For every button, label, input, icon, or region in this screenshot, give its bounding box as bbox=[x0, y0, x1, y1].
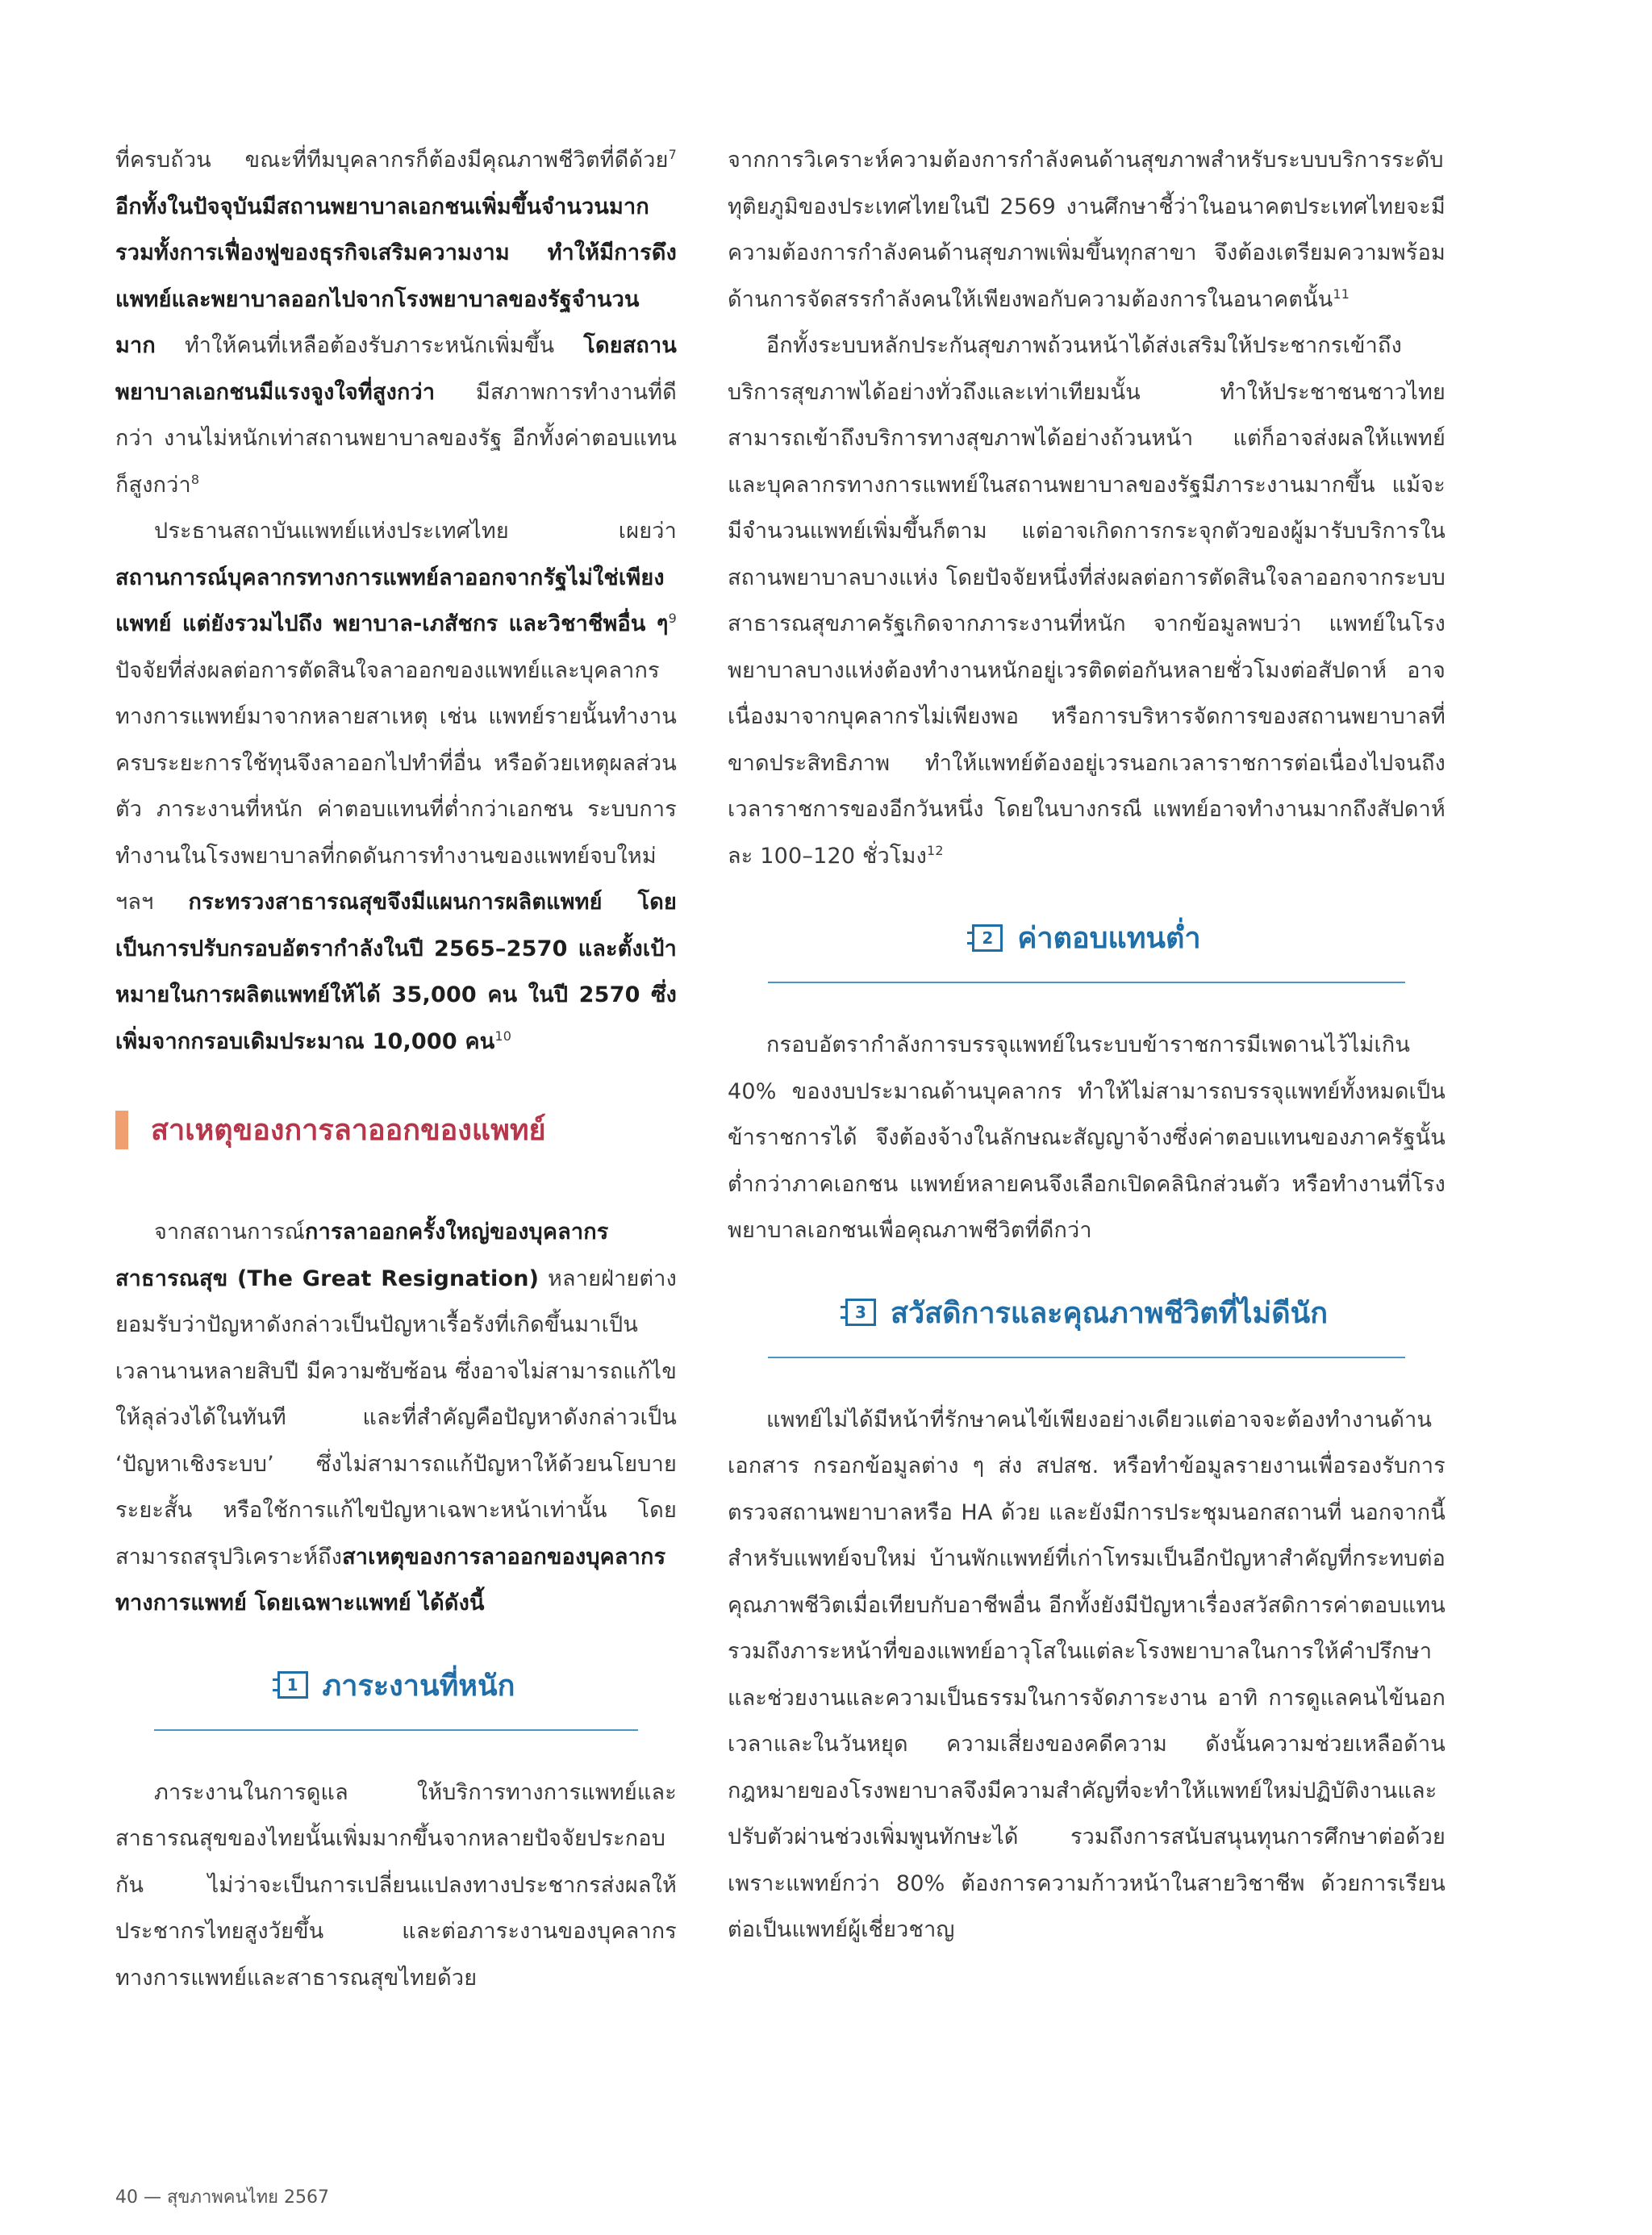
text: จากการวิเคราะห์ความต้องการกำลังคนด้านสุขภาพสำหรับระบบบริการระดับทุติยภูมิของประเทศไทยในปี 2569 งานศึกษาชี้ว่าในอนาคตประเทศไทยจะมีความต้องการกำลังคนด้านสุขภาพเพิ่มขึ้นทุกสาขา จึงต้องเตรียมความพร้อมด้านการจัดสรรกำลังคนให้เพียงพอกับความต้องการในอนาคตนั้น bbox=[728, 148, 1446, 312]
numbered-list-icon: 2 bbox=[972, 924, 1003, 952]
footnote-ref: 10 bbox=[494, 1028, 512, 1044]
footnote-ref: 7 bbox=[668, 147, 677, 162]
divider bbox=[768, 1357, 1405, 1358]
numbered-list-icon: 1 bbox=[277, 1671, 308, 1699]
subheading-title: ค่าตอบแทนต่ำ bbox=[1017, 922, 1201, 955]
bold-text: โดยสถานพยาบาลเอกชนมีแรงจูงใจที่สูงกว่า bbox=[115, 333, 677, 405]
text: ประธานสถาบันแพทย์แห่งประเทศไทย เผยว่า bbox=[154, 519, 677, 544]
text: อีกทั้งระบบหลักประกันสุขภาพถ้วนหน้าได้ส่งเสริมให้ประชากรเข้าถึงบริการสุขภาพได้อย่างทั่วถึงและเท่าเทียมนั้น ทำให้ประชาชนชาวไทยสามารถเข้าถึงบริการทางสุขภาพได้อย่างถ้วนหน้า แต่ก็อาจส่งผลให้แพทย์และบุคลากรทางการแพทย์ในสถานพยาบาลของรัฐมีภาระงานมากขึ้น แม้จะมีจำนวนแพทย์เพิ่มขึ้นก็ตาม แต่อาจเกิดการกระจุกตัวของผู้มารับบริการในสถานพยาบาลบางแห่ง โดยปัจจัยหนึ่งที่ส่งผลต่อการตัดสินใจลาออกจากระบบสาธารณสุขภาครัฐเกิดจากภาระงานที่หนัก จากข้อมูลพบว่า แพทย์ในโรงพยาบาลบางแห่งต้องทำงานหนักอยู่เวรติดต่อกันหลายชั่วโมงต่อสัปดาห์ อาจเนื่องมาจากบุคลากรไม่เพียงพอ หรือการบริหารจัดการของสถานพยาบาลที่ขาดประสิทธิภาพ ทำให้แพทย์ต้องอยู่เวรนอกเวลาราชการต่อเนื่องไปจนถึงเวลาราชการของอีกวันหนึ่ง โดยในบางกรณี แพทย์อาจทำงานมากถึงสัปดาห์ละ 100–120 ชั่วโมง bbox=[728, 333, 1446, 869]
text: จากสถานการณ์ bbox=[154, 1220, 306, 1245]
subheading-3 bbox=[728, 1290, 1446, 1358]
paragraph bbox=[728, 323, 1446, 879]
text: ปัจจัยที่ส่งผลต่อการตัดสินใจลาออกของแพทย์และบุคลากรทางการแพทย์มาจากหลายสาเหตุ เช่น แพทย์รายนั้นทำงานครบระยะการใช้ทุนจึงลาออกไปทำที่อื่น หรือด้วยเหตุผลส่วนตัว ภาระงานที่หนัก ค่าตอบแทนที่ต่ำกว่าเอกชน ระบบการทำงานในโรงพยาบาลที่กดดันการทำงานของแพทย์จบใหม่ ฯลฯ bbox=[115, 657, 677, 915]
divider bbox=[768, 982, 1405, 983]
bold-text: กระทรวงสาธารณสุขจึงมีแผนการผลิตแพทย์ โดยเป็นการปรับกรอบอัตรากำลังในปี 2565–2570 และตั้งเป้าหมายในการผลิตแพทย์ให้ได้ 35,000 คน ในปี 2570 ซึ่งเพิ่มจากกรอบเดิมประมาณ 10,000 คน bbox=[115, 890, 677, 1054]
paragraph: แพทย์ไม่ได้มีหน้าที่รักษาคนไข้เพียงอย่างเดียวแต่อาจจะต้องทำงานด้านเอกสาร กรอกข้อมูลต่าง ๆ ส่ง สปสช. หรือทำข้อมูลรายงานเพื่อรองรับการตรวจสถานพยาบาลหรือ HA ด้วย และยังมีการประชุมนอกสถานที่ นอกจากนี้สำหรับแพทย์จบใหม่ บ้านพักแพทย์ที่เก่าโทรมเป็นอีกปัญหาสำคัญที่กระทบต่อคุณภาพชีวิตเมื่อเทียบกับอาชีพอื่น อีกทั้งยังมีปัญหาเรื่องสวัสดิการค่าตอบแทน รวมถึงภาระหน้าที่ของแพทย์อาวุโสในแต่ละโรงพยาบาลในการให้คำปรึกษาและช่วยงานและความเป็นธรรมในการจัดภาระงาน อาทิ การดูแลคนไข้นอกเวลาและในวันหยุด ความเสี่ยงของคดีความ ดังนั้นความช่วยเหลือด้านกฎหมายของโรงพยาบาลจึงมีความสำคัญที่จะทำให้แพทย์ใหม่ปฏิบัติงานและปรับตัวผ่านช่วงเพิ่มพูนทักษะได้ รวมถึงการสนับสนุนทุนการศึกษาต่อด้วย เพราะแพทย์กว่า 80% ต้องการความก้าวหน้าในสายวิชาชีพ ด้วยการเรียนต่อเป็นแพทย์ผู้เชี่ยวชาญ bbox=[728, 1407, 1446, 1942]
footnote-ref: 8 bbox=[190, 471, 200, 487]
text: มีสภาพการทำงานที่ดีกว่า งานไม่หนักเท่าสถานพยาบาลของรัฐ อีกทั้งค่าตอบแทนก็สูงกว่า bbox=[115, 379, 677, 498]
bold-text: อีกทั้งในปัจจุบันมีสถานพยาบาลเอกชนเพิ่มขึ้นจำนวนมาก รวมทั้งการเฟื่องฟูของธุรกิจเสริมความงาม ทำให้มีการดึงแพทย์และพยาบาลออกไปจากโรงพยาบาลของรัฐจำนวนมาก bbox=[115, 194, 677, 358]
paragraph bbox=[728, 137, 1446, 323]
paragraph bbox=[115, 137, 677, 508]
text: ทำให้คนที่เหลือต้องรับภาระหนักเพิ่มขึ้น bbox=[155, 333, 584, 358]
page-footer: 40 — สุขภาพคนไทย 2567 bbox=[115, 2187, 329, 2208]
section-marker-icon bbox=[115, 1111, 128, 1149]
numbered-list-icon: 3 bbox=[845, 1299, 876, 1326]
bold-text: สถานการณ์บุคลากรทางการแพทย์ลาออกจากรัฐไม่ใช่เพียงแพทย์ แต่ยังรวมไปถึง พยาบาล-เภสัชกร และวิชาชีพอื่น ๆ bbox=[115, 565, 669, 636]
subheading-2 bbox=[728, 915, 1446, 983]
divider bbox=[154, 1729, 638, 1731]
subheading-1 bbox=[115, 1662, 677, 1731]
section-heading bbox=[115, 1107, 677, 1153]
text: ที่ครบถ้วน ขณะที่ทีมบุคลากรก็ต้องมีคุณภาพชีวิตที่ดีด้วย bbox=[115, 148, 669, 173]
subheading-title: สวัสดิการและคุณภาพชีวิตที่ไม่ดีนัก bbox=[890, 1296, 1329, 1330]
paragraph: ภาระงานในการดูแล ให้บริการทางการแพทย์และสาธารณสุขของไทยนั้นเพิ่มมากขึ้นจากหลายปัจจัยประกอบกัน ไม่ว่าจะเป็นการเปลี่ยนแปลงทางประชากรส่งผลให้ประชากรไทยสูงวัยขึ้น และต่อภาระงานของบุคลากรทางการแพทย์และสาธารณสุขไทยด้วย bbox=[115, 1779, 677, 1991]
left-column bbox=[115, 137, 677, 2001]
paragraph bbox=[115, 508, 677, 1065]
bold-text: การลาออกครั้งใหญ่ของบุคลากรสาธารณสุข (The Great Resignation) bbox=[115, 1220, 609, 1291]
text: หลายฝ่ายต่างยอมรับว่าปัญหาดังกล่าวเป็นปัญหาเรื้อรังที่เกิดขึ้นมาเป็นเวลานานหลายสิบปี มีความซับซ้อน ซึ่งอาจไม่สามารถแก้ไขให้ลุล่วงได้ในทันที และที่สำคัญคือปัญหาดังกล่าวเป็น ‘ปัญหาเชิงระบบ’ ซึ่งไม่สามารถแก้ปัญหาให้ด้วยนโยบายระยะสั้น หรือใช้การแก้ไขปัญหาเฉพาะหน้าเท่านั้น โดยสามารถสรุปวิเคราะห์ถึง bbox=[115, 1266, 677, 1570]
footnote-ref: 12 bbox=[926, 842, 944, 858]
section-title: สาเหตุของการลาออกของแพทย์ bbox=[151, 1114, 546, 1147]
bold-text: สาเหตุของการลาออกของบุคลากรทางการแพทย์ โดยเฉพาะแพทย์ ได้ดังนี้ bbox=[115, 1544, 666, 1616]
right-column bbox=[728, 137, 1446, 1954]
subheading-title: ภาระงานที่หนัก bbox=[322, 1669, 515, 1703]
footnote-ref: 11 bbox=[1333, 286, 1350, 302]
paragraph bbox=[115, 1209, 677, 1627]
footnote-ref: 9 bbox=[668, 611, 677, 626]
paragraph: กรอบอัตรากำลังการบรรจุแพทย์ในระบบข้าราชการมีเพดานไว้ไม่เกิน 40% ของงบประมาณด้านบุคลากร ทำให้ไม่สามารถบรรจุแพทย์ทั้งหมดเป็นข้าราชการได้ จึงต้องจ้างในลักษณะสัญญาจ้างซึ่งค่าตอบแทนของภาครัฐนั้นต่ำกว่าภาคเอกชน แพทย์หลายคนจึงเลือกเปิดคลินิกส่วนตัว หรือทำงานที่โรงพยาบาลเอกชนเพื่อคุณภาพชีวิตที่ดีกว่า bbox=[728, 1032, 1446, 1243]
